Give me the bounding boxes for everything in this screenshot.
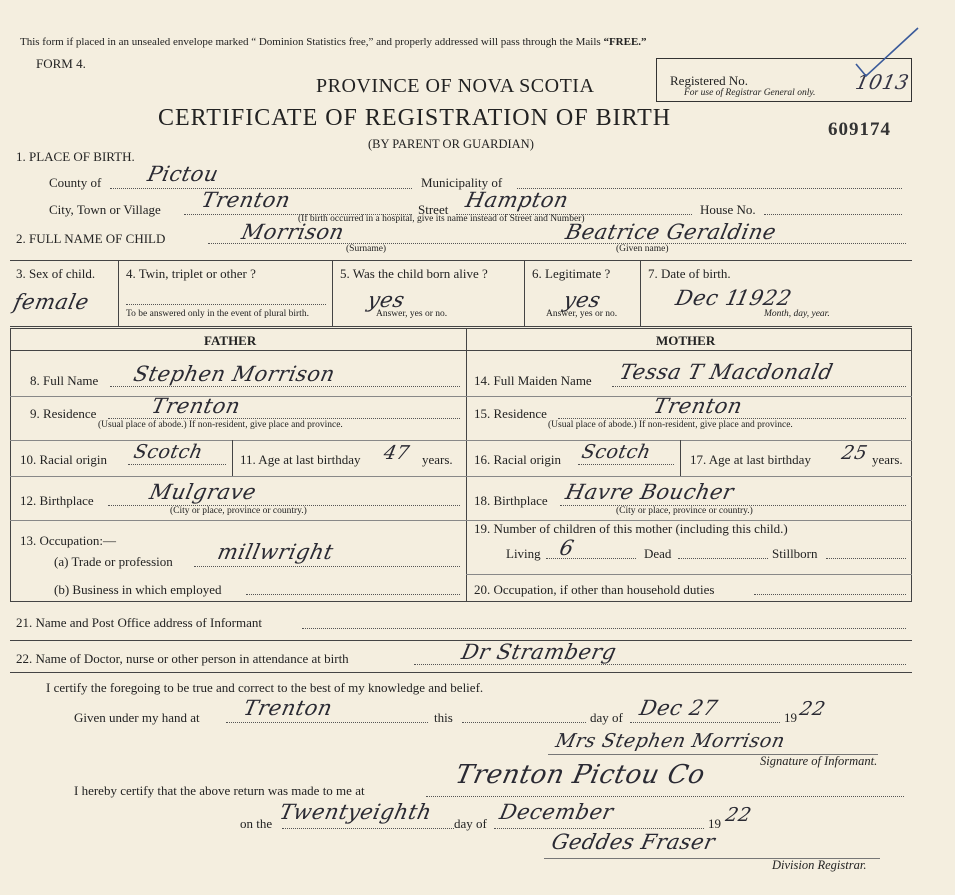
father-birthplace-label: 12. Birthplace — [20, 493, 94, 508]
registrar-day-of-label: day of — [454, 816, 487, 831]
mother-row-sep-2 — [466, 440, 912, 441]
father-occupation-label: 13. Occupation:— — [20, 533, 117, 548]
mother-racial: Scotch — [579, 441, 653, 463]
dead-label: Dead — [644, 546, 672, 561]
date-of-birth-note: Month, day, year. — [764, 309, 830, 319]
father-trade-label: (a) Trade or profession — [54, 554, 173, 569]
registered-value: 1013 — [853, 70, 912, 94]
informant-bottom-border — [10, 640, 912, 641]
father-racial: Scotch — [131, 441, 205, 463]
informant-signature-label: Signature of Informant. — [760, 754, 878, 768]
mother-age-divider — [680, 440, 681, 476]
registrar-month: December — [497, 800, 616, 824]
free-label: “FREE.” — [603, 36, 647, 48]
this-label: this — [434, 710, 453, 725]
registered-note: For use of Registrar General only. — [684, 88, 816, 98]
father-residence-line — [108, 418, 460, 419]
father-residence-note: (Usual place of abode.) If non-resident, give place and province. — [98, 420, 343, 430]
mother-occupation-line — [754, 594, 906, 595]
doctor-name: Dr Stramberg — [459, 640, 619, 664]
stillborn-label: Stillborn — [772, 546, 818, 561]
mother-birthplace: Havre Boucher — [563, 480, 737, 504]
hospital-note: (If birth occurred in a hospital, give its name instead of Street and Number) — [298, 214, 585, 224]
father-heading: FATHER — [204, 333, 257, 348]
father-residence: Trenton — [149, 394, 243, 418]
living-label: Living — [506, 546, 541, 561]
informant-certify-statement: I certify the foregoing to be true and correct to the best of my knowledge and belief. — [46, 680, 484, 695]
alive-label: 5. Was the child born alive ? — [340, 266, 488, 281]
living-value: 6 — [557, 536, 577, 560]
father-name: Stephen Morrison — [131, 362, 338, 386]
date-of-birth-month-day: Dec 1 — [673, 286, 743, 310]
registrar-signature: Geddes Fraser — [549, 830, 718, 854]
parents-heading-line — [10, 350, 912, 351]
month-line — [630, 722, 780, 723]
registrar-place: Trenton Pictou Co — [452, 760, 708, 790]
legitimate-label: 6. Legitimate ? — [532, 266, 611, 281]
father-name-line — [110, 386, 460, 387]
father-age: 47 — [381, 442, 412, 464]
mother-occupation-label: 20. Occupation, if other than household duties — [474, 582, 715, 597]
form-number: FORM 4. — [36, 56, 86, 71]
row3-divider-2 — [332, 260, 333, 326]
registrar-day-line — [282, 828, 454, 829]
father-racial-label: 10. Racial origin — [20, 452, 108, 467]
mail-notice — [20, 36, 647, 48]
alive-note: Answer, yes or no. — [376, 309, 448, 319]
mother-age: 25 — [839, 442, 870, 464]
given-under-label: Given under my hand at — [74, 710, 200, 725]
mother-name: Tessa T Macdonald — [617, 360, 836, 384]
father-name-label: 8. Full Name — [30, 373, 99, 388]
registered-label: Registered No. — [670, 73, 748, 88]
legitimate-value: yes — [561, 288, 604, 312]
place-of-birth-heading: 1. PLACE OF BIRTH. — [16, 149, 135, 164]
row3-divider-1 — [118, 260, 119, 326]
father-trade-line — [194, 566, 460, 567]
mail-notice-text: This form if placed in an unsealed envelope marked “ Dominion Statistics free,” and properly addressed will pass through the Mails — [20, 36, 601, 48]
informant-label: 21. Name and Post Office address of Informant — [16, 615, 262, 630]
twin-note: To be answered only in the event of plural birth. — [126, 309, 309, 319]
serial-number: 609174 — [828, 119, 891, 140]
certify-year-prefix: 19 — [784, 710, 797, 725]
mother-row-sep-5 — [466, 574, 912, 575]
mother-name-line — [612, 386, 906, 387]
county-value: Pictou — [145, 162, 221, 186]
row3-divider-3 — [524, 260, 525, 326]
street-value: Hampton — [463, 188, 571, 212]
mother-age-label: 17. Age at last birthday — [690, 452, 811, 467]
city-value: Trenton — [199, 188, 293, 212]
mother-age-years: years. — [872, 452, 903, 467]
surname-note: (Surname) — [346, 244, 387, 254]
day-of-label: day of — [590, 710, 623, 725]
child-given-name: Beatrice Geraldine — [563, 220, 779, 244]
mother-birthplace-note: (City or place, province or country.) — [616, 506, 753, 516]
house-label: House No. — [700, 202, 756, 217]
registrar-year: 22 — [723, 804, 754, 826]
child-name-label: 2. FULL NAME OF CHILD — [16, 231, 166, 246]
row3-bottom-border — [10, 326, 912, 327]
doctor-label: 22. Name of Doctor, nurse or other person in attendance at birth — [16, 651, 349, 666]
given-name-note: (Given name) — [616, 244, 669, 254]
registrar-statement: I hereby certify that the above return was made to me at — [74, 783, 365, 798]
registrar-month-line — [494, 828, 704, 829]
mother-residence-label: 15. Residence — [474, 406, 547, 421]
sex-value: female — [11, 290, 92, 314]
registrar-year-prefix: 19 — [708, 816, 721, 831]
mother-racial-line — [578, 464, 674, 465]
father-birthplace-note: (City or place, province or country.) — [170, 506, 307, 516]
father-racial-line — [128, 464, 226, 465]
house-line — [764, 214, 902, 215]
given-place: Trenton — [241, 696, 335, 720]
mother-name-label: 14. Full Maiden Name — [474, 373, 592, 388]
day-line — [462, 722, 586, 723]
registrar-place-line — [426, 796, 904, 797]
mother-children-label: 19. Number of children of this mother (including this child.) — [474, 521, 788, 536]
twin-line — [126, 304, 326, 305]
check-mark-icon — [852, 24, 922, 82]
on-the-label: on the — [240, 816, 273, 831]
given-place-line — [226, 722, 428, 723]
county-label: County of — [49, 175, 102, 190]
mother-racial-label: 16. Racial origin — [474, 452, 562, 467]
informant-line — [302, 628, 906, 629]
province-title: PROVINCE OF NOVA SCOTIA — [316, 75, 595, 97]
street-label: Street — [418, 202, 449, 217]
certificate-title: CERTIFICATE OF REGISTRATION OF BIRTH — [158, 105, 672, 131]
alive-value: yes — [365, 288, 408, 312]
father-row-sep-4 — [10, 520, 466, 521]
doctor-bottom-border — [10, 672, 912, 673]
informant-signature: Mrs Stephen Morrison — [553, 730, 788, 752]
child-surname: Morrison — [239, 220, 347, 244]
certify-year: 22 — [797, 698, 828, 720]
father-birthplace: Mulgrave — [147, 480, 259, 504]
stillborn-line — [826, 558, 906, 559]
twin-label: 4. Twin, triplet or other ? — [126, 266, 256, 281]
father-business-label: (b) Business in which employed — [54, 582, 222, 597]
certify-date: Dec 27 — [637, 696, 720, 720]
father-residence-label: 9. Residence — [30, 406, 97, 421]
mother-heading: MOTHER — [656, 333, 716, 348]
mother-residence-line — [558, 418, 906, 419]
date-of-birth-label: 7. Date of birth. — [648, 266, 731, 281]
row3-top-border — [10, 260, 912, 261]
city-label: City, Town or Village — [49, 202, 161, 217]
doctor-line — [414, 664, 906, 665]
date-of-birth-year: 1922 — [733, 286, 795, 310]
mother-residence: Trenton — [651, 394, 745, 418]
father-age-years: years. — [422, 452, 453, 467]
legitimate-note: Answer, yes or no. — [546, 309, 618, 319]
father-trade: millwright — [215, 540, 336, 564]
sex-label: 3. Sex of child. — [16, 266, 96, 281]
mother-birthplace-label: 18. Birthplace — [474, 493, 548, 508]
father-age-divider — [232, 440, 233, 476]
row-sep-3 — [10, 476, 912, 477]
father-age-label: 11. Age at last birthday — [240, 452, 361, 467]
parents-divider — [466, 328, 467, 602]
father-row-sep-2 — [10, 440, 466, 441]
mother-residence-note: (Usual place of abode.) If non-resident, give place and province. — [548, 420, 793, 430]
dead-line — [678, 558, 768, 559]
certificate-subtitle: (BY PARENT OR GUARDIAN) — [368, 137, 534, 151]
registrar-title: Division Registrar. — [772, 858, 867, 872]
municipality-line — [517, 188, 902, 189]
registrar-day: Twentyeighth — [277, 800, 435, 824]
row3-divider-4 — [640, 260, 641, 326]
municipality-label: Municipality of — [421, 175, 503, 190]
father-business-line — [246, 594, 460, 595]
